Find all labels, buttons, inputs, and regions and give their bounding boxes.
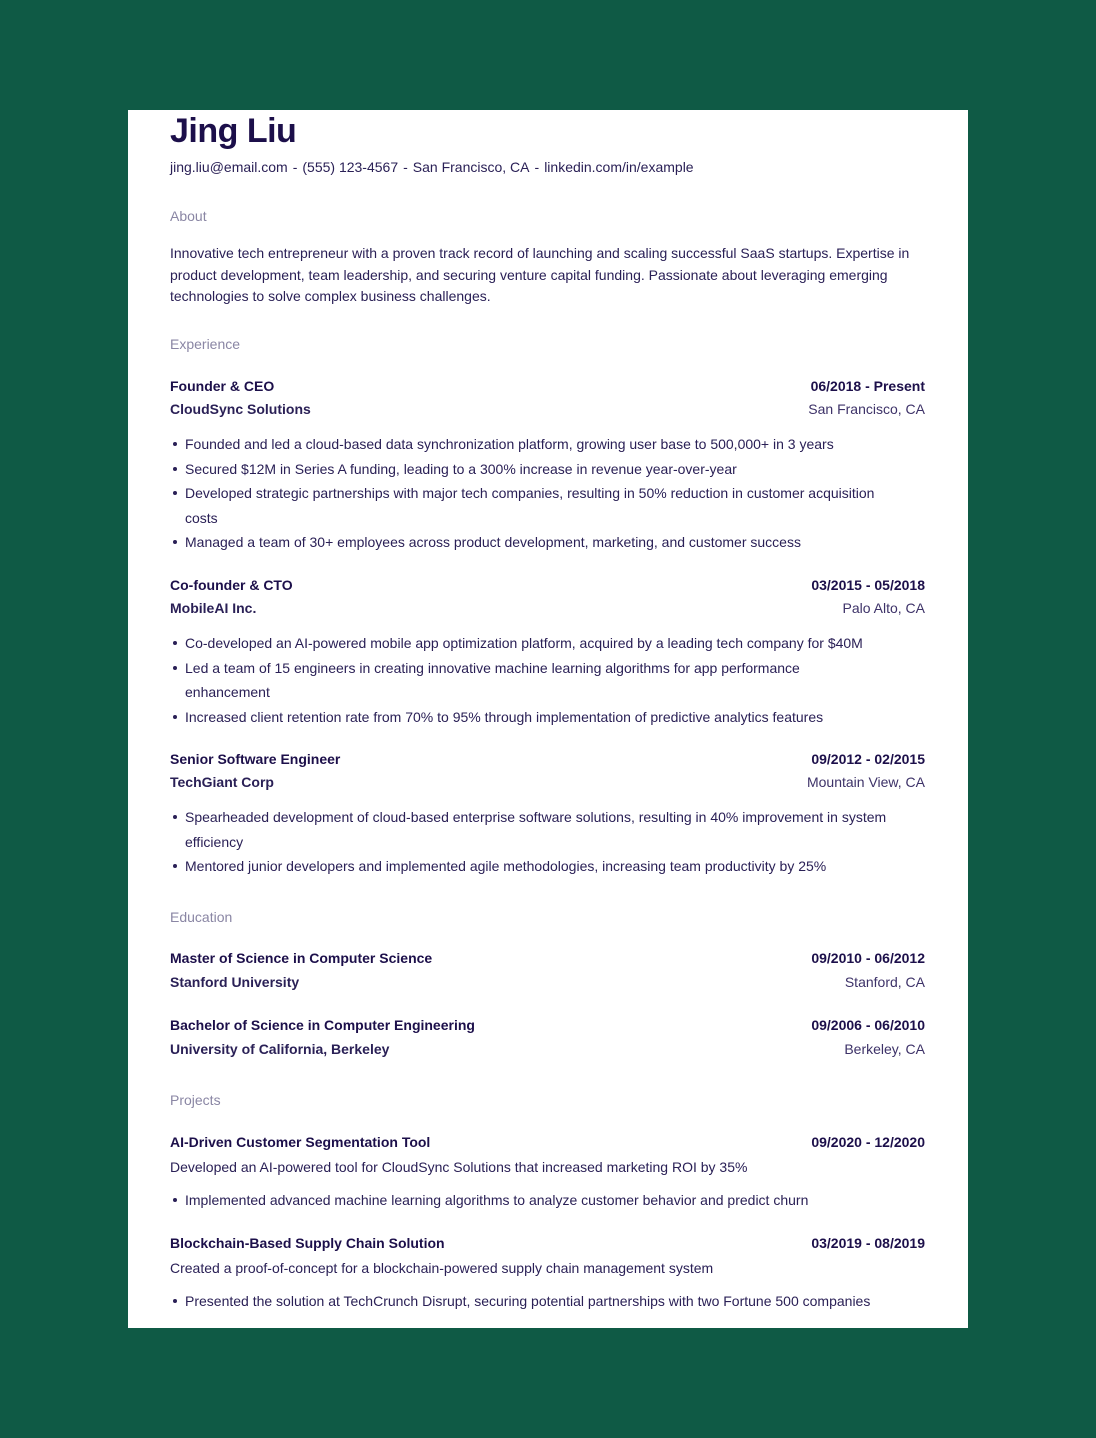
section-title-experience: Experience <box>170 336 241 352</box>
job-bullet: Secured $12M in Series A funding, leading to a 300% increase in revenue year-over-year <box>185 457 925 482</box>
job-header <box>170 751 925 771</box>
education-location: Stanford, CA <box>844 974 925 990</box>
contact-phone[interactable]: (555) 123-4567 <box>302 159 399 175</box>
project-name: AI-Driven Customer Segmentation Tool <box>170 1134 431 1150</box>
project-bullet: Presented the solution at TechCrunch Disrupt, securing potential partnerships with two Fortune 500 companies <box>185 1289 875 1314</box>
job-role: Senior Software Engineer <box>170 751 341 767</box>
job-bullets <box>170 805 925 879</box>
project-dates: 09/2020 - 12/2020 <box>811 1134 925 1150</box>
job-bullet: Managed a team of 30+ employees across product development, marketing, and customer success <box>185 530 925 555</box>
project-description: Developed an AI-powered tool for CloudSync Solutions that increased marketing ROI by 35% <box>170 1159 748 1175</box>
project-header <box>170 1134 925 1154</box>
project-name: Blockchain-Based Supply Chain Solution <box>170 1235 445 1251</box>
job-company: TechGiant Corp <box>170 774 274 790</box>
job-location: San Francisco, CA <box>808 401 925 417</box>
project-bullet: Implemented advanced machine learning algorithms to analyze customer behavior and predict churn <box>185 1188 925 1213</box>
job-company: CloudSync Solutions <box>170 401 311 417</box>
contact-email[interactable]: jing.liu@email.com <box>170 159 288 175</box>
job-header <box>170 378 925 398</box>
resume-page <box>128 110 968 1328</box>
job-subheader <box>170 600 925 620</box>
education-location: Berkeley, CA <box>844 1041 925 1057</box>
education-degree: Bachelor of Science in Computer Engineering <box>170 1017 475 1033</box>
job-subheader <box>170 401 925 421</box>
education-school: University of California, Berkeley <box>170 1041 390 1057</box>
education-header <box>170 1017 925 1037</box>
job-location: Palo Alto, CA <box>842 600 925 616</box>
project-header <box>170 1235 925 1255</box>
job-bullets <box>170 631 925 729</box>
job-bullet: Mentored junior developers and implemented agile methodologies, increasing team productivity by 25% <box>185 854 925 879</box>
contact-location: San Francisco, CA <box>412 159 530 175</box>
section-title-projects: Projects <box>170 1092 221 1108</box>
education-dates: 09/2010 - 06/2012 <box>811 950 925 966</box>
job-bullet: Spearheaded development of cloud-based enterprise software solutions, resulting in 40% improvement in system efficiency <box>185 805 905 854</box>
project-bullets <box>170 1188 925 1213</box>
project-description: Created a proof-of-concept for a blockchain-powered supply chain management system <box>170 1260 714 1276</box>
job-company: MobileAI Inc. <box>170 600 257 616</box>
job-bullet: Led a team of 15 engineers in creating innovative machine learning algorithms for app performance enhancement <box>185 656 875 705</box>
section-title-education: Education <box>170 909 233 925</box>
education-degree: Master of Science in Computer Science <box>170 950 433 966</box>
about-text: Innovative tech entrepreneur with a proven track record of launching and scaling successful SaaS startups. Expertise in product development, team leadership, and securing venture capital funding. Passionate about leveraging emerging technologies to solve complex business challenges. <box>170 245 910 304</box>
education-subheader <box>170 1041 925 1061</box>
job-subheader <box>170 774 925 794</box>
education-header <box>170 950 925 970</box>
job-header <box>170 577 925 597</box>
candidate-name: Jing Liu <box>170 112 297 150</box>
job-role: Founder & CEO <box>170 378 275 394</box>
education-subheader <box>170 974 925 994</box>
job-bullets <box>170 432 925 555</box>
job-bullet: Increased client retention rate from 70% to 95% through implementation of predictive analytics features <box>185 705 925 730</box>
job-bullet: Developed strategic partnerships with major tech companies, resulting in 50% reduction in customer acquisition costs <box>185 481 885 530</box>
job-location: Mountain View, CA <box>806 774 925 790</box>
job-dates: 03/2015 - 05/2018 <box>811 577 925 593</box>
education-school: Stanford University <box>170 974 300 990</box>
job-bullet: Co-developed an AI-powered mobile app optimization platform, acquired by a leading tech company for $40M <box>185 631 925 656</box>
project-bullets <box>170 1289 925 1314</box>
job-dates: 06/2018 - Present <box>810 378 925 394</box>
contact-linkedin[interactable]: linkedin.com/in/example <box>544 159 694 175</box>
job-role: Co-founder & CTO <box>170 577 293 593</box>
project-dates: 03/2019 - 08/2019 <box>811 1235 925 1251</box>
contact-line <box>170 159 694 175</box>
contact-separator: - <box>534 159 540 175</box>
job-bullet: Founded and led a cloud-based data synchronization platform, growing user base to 500,000+ in 3 years <box>185 432 925 457</box>
education-dates: 09/2006 - 06/2010 <box>811 1017 925 1033</box>
job-dates: 09/2012 - 02/2015 <box>811 751 925 767</box>
contact-separator: - <box>292 159 298 175</box>
contact-separator: - <box>403 159 408 175</box>
section-title-about: About <box>170 208 207 224</box>
